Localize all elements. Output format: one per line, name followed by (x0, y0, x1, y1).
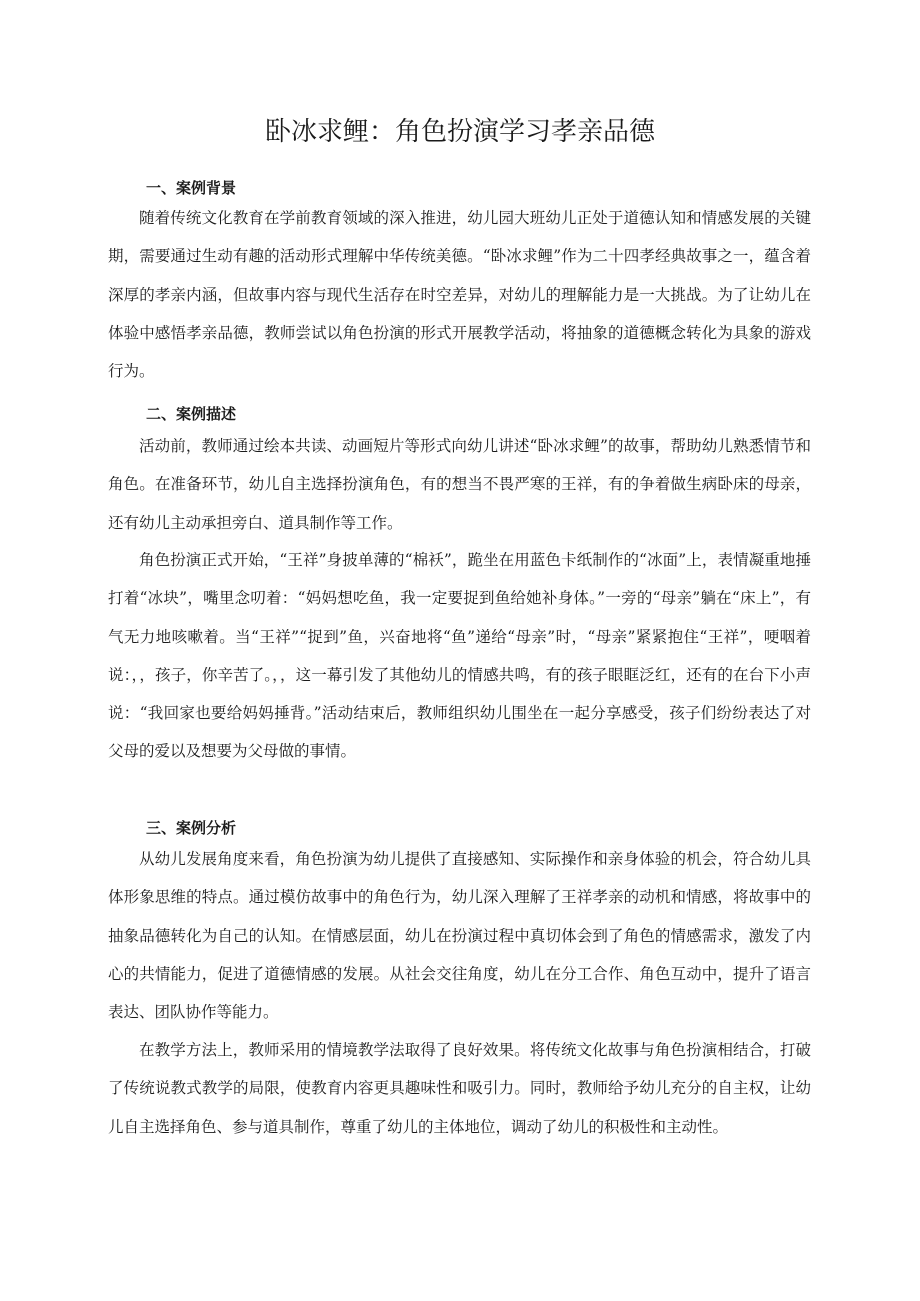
paragraph-description-1: 活动前，教师通过绘本共读、动画短片等形式向幼儿讲述“卧冰求鲤”的故事，帮助幼儿熟悉情节和角色。在准备环节，幼儿自主选择扮演角色，有的想当不畏严寒的王祥，有的争着做生病卧床的母亲，还有幼儿主动承担旁白、道具制作等工作。 (108, 437, 811, 532)
section-heading-description: 二、案例描述 (146, 405, 237, 423)
section-heading-analysis: 三、案例分析 (146, 819, 237, 837)
paragraph-analysis-2: 在教学方法上，教师采用的情境教学法取得了良好效果。将传统文化故事与角色扮演相结合，打破了传统说教式教学的局限，使教育内容更具趣味性和吸引力。同时，教师给予幼儿充分的自主权，让幼儿自主选择角色、参与道具制作，尊重了幼儿的主体地位，调动了幼儿的积极性和主动性。 (108, 1041, 811, 1136)
section-heading-background: 一、案例背景 (146, 179, 237, 197)
document-title: 卧冰求鲤：角色扮演学习孝亲品德 (264, 117, 655, 147)
paragraph-background: 随着传统文化教育在学前教育领域的深入推进，幼儿园大班幼儿正处于道德认知和情感发展的关键期，需要通过生动有趣的活动形式理解中华传统美德。“卧冰求鲤”作为二十四孝经典故事之一，蕴含着深厚的孝亲内涵，但故事内容与现代生活存在时空差异，对幼儿的理解能力是一大挑战。为了让幼儿在体验中感悟孝亲品德，教师尝试以角色扮演的形式开展教学活动，将抽象的道德概念转化为具象的游戏行为。 (108, 209, 811, 381)
paragraph-analysis-1: 从幼儿发展角度来看，角色扮演为幼儿提供了直接感知、实际操作和亲身体验的机会，符合幼儿具体形象思维的特点。通过模仿故事中的角色行为，幼儿深入理解了王祥孝亲的动机和情感，将故事中的抽象品德转化为自己的认知。在情感层面，幼儿在扮演过程中真切体会到了角色的情感需求，激发了内心的共情能力，促进了道德情感的发展。从社会交往角度，幼儿在分工合作、角色互动中，提升了语言表达、团队协作等能力。 (108, 850, 811, 1022)
paragraph-description-2: 角色扮演正式开始，“王祥”身披单薄的“棉袄”，跪坐在用蓝色卡纸制作的“冰面”上，表情凝重地捶打着“冰块”，嘴里念叨着：“妈妈想吃鱼，我一定要捉到鱼给她补身体。”一旁的“母亲”躺在“床上”，有气无力地咳嗽着。当“王祥”“捉到”鱼，兴奋地将“鱼”递给“母亲”时，“母亲”紧紧抱住“王祥”，哽咽着说：，，孩子，你辛苦了。，，这一幕引发了其他幼儿的情感共鸣，有的孩子眼眶泛红，还有的在台下小声说：“我回家也要给妈妈捶背。”活动结束后，教师组织幼儿围坐在一起分享感受，孩子们纷纷表达了对父母的爱以及想要为父母做的事情。 (108, 551, 811, 761)
